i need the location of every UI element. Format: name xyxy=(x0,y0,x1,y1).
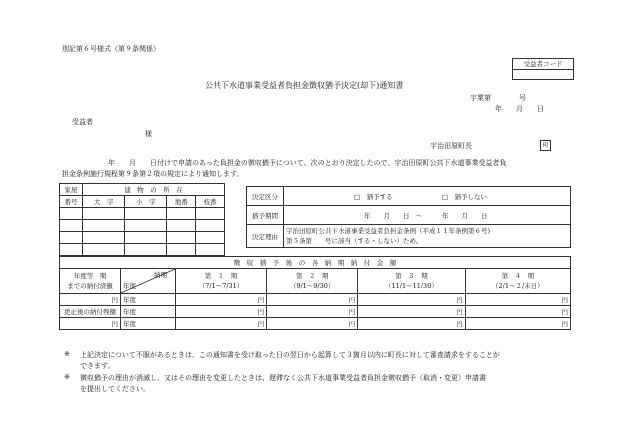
year-cell: 年度 xyxy=(121,318,176,330)
table-row xyxy=(60,244,225,256)
amount-cell[interactable]: 円 xyxy=(465,294,570,306)
building-location-table xyxy=(59,183,225,256)
period-label: 猶予期間 xyxy=(247,206,284,225)
payment-header: 徴 収 猶 予 後 の 各 納 期 納 付 金 額 xyxy=(60,257,571,269)
period-3-range: （11/1～11/30） xyxy=(385,282,438,290)
amount-cell[interactable]: 円 xyxy=(176,306,267,318)
note-2-cont: を提出してください。 xyxy=(80,385,150,393)
amount-cell[interactable]: 円 xyxy=(267,306,358,318)
h-location: 建 物 の 所 在 xyxy=(83,184,225,196)
period-1-header xyxy=(176,269,267,294)
kubun-label: 決定区分 xyxy=(247,187,284,206)
recipient-code-field[interactable] xyxy=(512,69,574,80)
paid-header xyxy=(60,269,121,294)
sama-label: 様 xyxy=(145,130,152,138)
reason-line1: 宇治田原町公共下水道事業受益者負担金条例（平成１１年条例第６号) xyxy=(286,227,491,235)
note-2-mark: ※ xyxy=(64,373,70,381)
year-cell: 年度 xyxy=(121,294,176,306)
paid-header-line1: 年度等 期 xyxy=(73,272,107,280)
recipient-code-label: 受益者コード xyxy=(512,58,574,70)
amount-cell[interactable]: 円 xyxy=(176,294,267,306)
seal-mark: 印 xyxy=(540,140,551,151)
amount-cell[interactable]: 円 xyxy=(465,318,570,330)
period-2-header xyxy=(267,269,358,294)
table-row xyxy=(60,306,571,318)
amount-cell[interactable]: 円 xyxy=(358,306,466,318)
note-1-mark: ※ xyxy=(64,350,70,358)
payment-table xyxy=(59,256,571,330)
period-3-name: 第 ３ 期 xyxy=(395,272,428,280)
h-chiban: 地番 xyxy=(167,196,196,208)
balance-label: 更正後の納付残額 xyxy=(60,306,121,318)
deny-checkbox[interactable]: □ 猶予しない xyxy=(441,192,487,201)
period-4-name: 第 ４ 期 xyxy=(501,272,535,280)
amount-cell[interactable]: 円 xyxy=(358,294,466,306)
reason-label: 決定理由 xyxy=(247,225,284,248)
balance-amount[interactable]: 円 xyxy=(60,318,121,330)
date-line: 年 月 日 xyxy=(495,105,544,113)
h-kaoku: 家屋 xyxy=(60,184,83,196)
grant-checkbox[interactable]: □ 猶予する xyxy=(354,192,393,201)
diag-cell xyxy=(121,269,176,294)
note-1-text: 上記決定について不服があるときは、この通知書を受け取った日の翌日から起算して３箇月以内に町長に対して審査請求をすることが xyxy=(80,351,500,359)
paid-header-line2: までの納付済額 xyxy=(67,282,113,290)
table-row xyxy=(60,208,225,220)
doc-number: 宇業第 号 xyxy=(470,94,526,102)
period-4-range: （2/1～２/末日） xyxy=(492,282,544,290)
amount-cell[interactable]: 円 xyxy=(358,318,466,330)
period-2-name: 第 ２ 期 xyxy=(295,272,329,280)
period-3-header xyxy=(358,269,466,294)
paid-amount[interactable]: 円 xyxy=(60,294,121,306)
page-title: 公共下水道事業受益者負担金徴収猶予決定(却下)通知書 xyxy=(205,81,404,90)
amount-cell[interactable]: 円 xyxy=(267,294,358,306)
table-row xyxy=(60,232,225,244)
amount-cell[interactable]: 円 xyxy=(465,306,570,318)
reason-value xyxy=(284,225,571,248)
decision-table xyxy=(246,186,571,248)
h-oaza: 大 字 xyxy=(83,196,125,208)
period-1-range: （7/1～7/31） xyxy=(198,282,244,290)
table-row xyxy=(60,294,571,306)
period-1-name: 第 １ 期 xyxy=(204,272,238,280)
note-2-text: 徴収猶予の理由が消滅し、又はその理由を変更したときは、遅滞なく公共下水道事業受益者負担金徴収猶予（取消・変更）申請書 xyxy=(80,374,486,382)
period-value: 年 月 日 ～ 年 月 日 xyxy=(284,206,571,225)
mayor-label: 宇治田原町長 xyxy=(430,142,472,150)
period-4-header xyxy=(465,269,570,294)
table-row xyxy=(60,220,225,232)
year-cell: 年度 xyxy=(121,306,176,318)
diag-top: 納期 xyxy=(154,271,167,279)
amount-cell[interactable]: 円 xyxy=(267,318,358,330)
note-1-cont: できます。 xyxy=(80,362,115,370)
table-row xyxy=(60,318,571,330)
reason-line2: 第５条第 号に該当（する・しない）ため。 xyxy=(286,237,423,245)
diag-bottom: 年度 xyxy=(123,282,136,290)
kubun-options xyxy=(284,187,571,206)
period-2-range: （9/1～9/30） xyxy=(289,282,335,290)
form-label: 別記第６号様式（第９条関係） xyxy=(62,45,160,53)
beneficiary-label: 受益者 xyxy=(72,118,93,126)
h-edaban: 枝番 xyxy=(196,196,225,208)
body-text-line2: 担金条例施行規程第９条第２項の規定により通知します。 xyxy=(62,170,244,178)
h-bango: 番号 xyxy=(60,196,83,208)
amount-cell[interactable]: 円 xyxy=(176,318,267,330)
h-koaza: 小 字 xyxy=(125,196,167,208)
body-text-line1: 年 月 日付けで申請のあった負担金の徴収猶予について、次のとおり決定したので、宇治田原町公共下水道事業受益者負 xyxy=(108,159,507,167)
